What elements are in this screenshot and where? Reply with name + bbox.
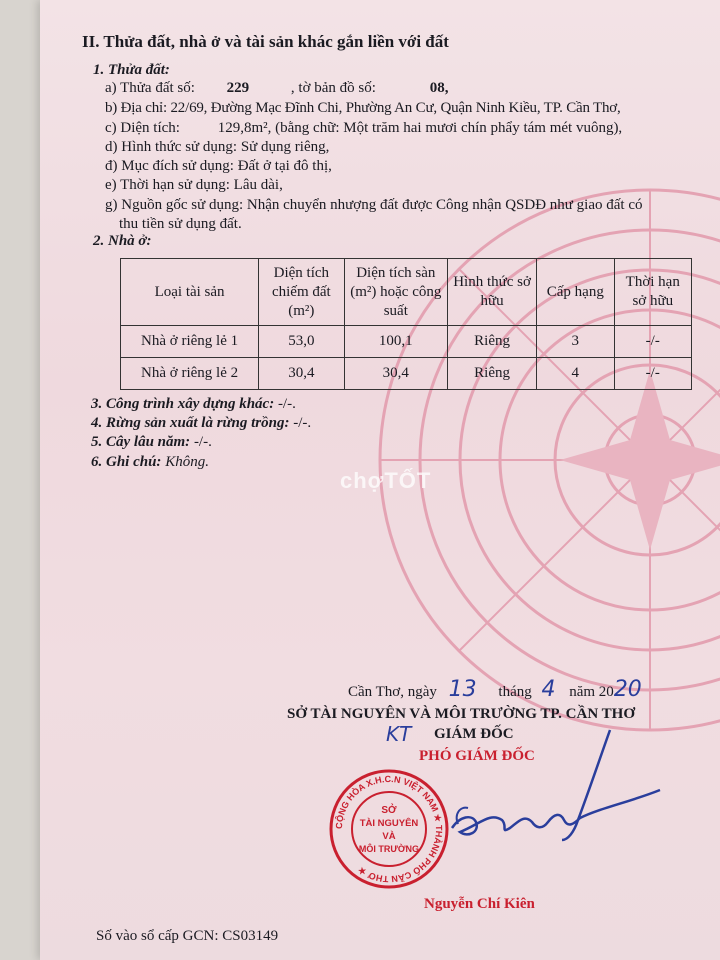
- parcel-line: [105, 80, 448, 97]
- cell-grade: 4: [537, 358, 614, 390]
- perennial-label: 5. Cây lâu năm:: [91, 434, 191, 450]
- origin-line-2: thu tiền sử dụng đất.: [119, 216, 242, 232]
- header-ownership-term: Thời hạn sở hữu: [614, 259, 691, 326]
- cell-asset-type: Nhà ở riêng lẻ 2: [121, 358, 259, 390]
- house-table-header: [121, 259, 692, 326]
- other-construction-value: -/-.: [274, 396, 296, 412]
- date-year: 20: [613, 677, 642, 702]
- other-construction-label: 3. Công trình xây dựng khác:: [91, 396, 275, 412]
- signing-date: [348, 677, 642, 702]
- header-land-area: Diện tích chiếm đất (m²): [259, 259, 344, 326]
- note-line: [91, 454, 209, 471]
- official-seal: [328, 768, 450, 890]
- header-grade: Cấp hạng: [537, 259, 614, 326]
- cell-asset-type: Nhà ở riêng lẻ 1: [121, 326, 259, 358]
- signer-name: Nguyễn Chí Kiên: [424, 896, 535, 912]
- other-construction-line: [91, 396, 296, 413]
- issuing-organization: SỞ TÀI NGUYÊN VÀ MÔI TRƯỜNG TP. CẦN THƠ: [287, 706, 635, 722]
- watermark: chợTỐT: [340, 468, 432, 493]
- cell-ownership-form: Riêng: [448, 358, 537, 390]
- forest-label: 4. Rừng sản xuất là rừng trồng:: [91, 415, 290, 431]
- cell-grade: 3: [537, 326, 614, 358]
- cell-ownership-term: -/-: [614, 326, 691, 358]
- perennial-line: [91, 434, 212, 451]
- origin-line-1: g) Nguồn gốc sử dụng: Nhận chuyển nhượng đất được Công nhận QSDĐ như giao đất có: [105, 197, 643, 213]
- cell-floor-area: 100,1: [344, 326, 448, 358]
- area-value: 129,8m², (bằng chữ: Một trăm hai mươi chín phẩy tám mét vuông),: [217, 120, 623, 136]
- note-value: Không.: [161, 454, 209, 470]
- parcel-label: a) Thửa đất số:: [105, 80, 195, 96]
- cell-land-area: 53,0: [259, 326, 344, 358]
- director-title: GIÁM ĐỐC: [434, 726, 514, 742]
- date-year-label: năm 20: [569, 684, 614, 700]
- parcel-number: 229: [226, 80, 250, 96]
- term-line: e) Thời hạn sử dụng: Lâu dài,: [105, 177, 283, 193]
- land-title: 1. Thửa đất:: [93, 62, 170, 78]
- perennial-value: -/-.: [190, 434, 212, 450]
- area-label: c) Diện tích:: [105, 120, 180, 136]
- seal-line-2: TÀI NGUYÊN: [359, 818, 419, 829]
- forest-line: [91, 415, 311, 432]
- header-asset-type: Loại tài sản: [121, 259, 259, 326]
- note-label: 6. Ghi chú:: [91, 454, 162, 470]
- cell-ownership-form: Riêng: [448, 326, 537, 358]
- kt-handwritten: KT: [386, 722, 412, 746]
- handwritten-signature: [450, 728, 670, 858]
- house-title: 2. Nhà ở:: [93, 233, 152, 249]
- header-floor-area: Diện tích sàn (m²) hoặc công suất: [344, 259, 448, 326]
- map-number: 08,: [429, 80, 449, 96]
- date-day: 13: [448, 677, 477, 702]
- purpose-line: đ) Mục đích sử dụng: Đất ở tại đô thị,: [105, 158, 332, 174]
- date-month: 4: [541, 677, 556, 702]
- map-label: , tờ bản đồ số:: [290, 80, 376, 96]
- header-ownership-form: Hình thức sở hữu: [448, 259, 537, 326]
- date-place: Cần Thơ, ngày: [348, 684, 437, 700]
- section-heading: II. Thửa đất, nhà ở và tài sản khác gắn liền với đất: [82, 32, 449, 51]
- seal-line-4: MÔI TRƯỜNG: [358, 844, 420, 854]
- address-line: b) Địa chỉ: 22/69, Đường Mạc Đĩnh Chi, Phường An Cư, Quận Ninh Kiều, TP. Cần Thơ,: [105, 100, 621, 116]
- table-row: [121, 358, 692, 390]
- house-table: [120, 258, 692, 390]
- table-row: [121, 326, 692, 358]
- gcn-register-number: Số vào sổ cấp GCN: CS03149: [96, 928, 279, 944]
- cell-ownership-term: -/-: [614, 358, 691, 390]
- forest-value: -/-.: [289, 415, 312, 431]
- deputy-director-title: PHÓ GIÁM ĐỐC: [419, 748, 535, 764]
- seal-line-3: VÀ: [382, 831, 396, 842]
- date-month-label: tháng: [498, 684, 532, 700]
- cell-land-area: 30,4: [259, 358, 344, 390]
- seal-line-1: SỞ: [381, 805, 397, 816]
- cell-floor-area: 30,4: [344, 358, 448, 390]
- area-line: [105, 120, 622, 137]
- seal-outer-text: CỘNG HÒA X.H.C.N VIỆT NAM ★ THÀNH PHỐ CẦN THƠ ★: [333, 773, 445, 885]
- usage-form-line: d) Hình thức sử dụng: Sử dụng riêng,: [105, 139, 330, 155]
